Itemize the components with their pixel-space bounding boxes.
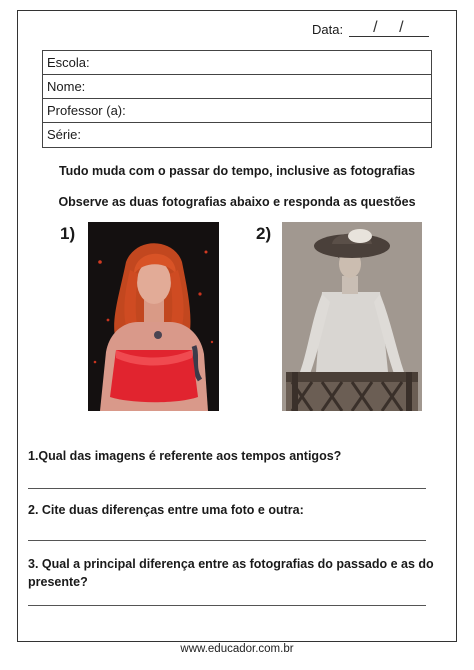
date-slash: / bbox=[373, 19, 378, 36]
school-label: Escola: bbox=[47, 55, 90, 70]
intro-heading: Tudo muda com o passar do tempo, inclusive as fotografias bbox=[58, 164, 416, 178]
question-1: 1.Qual das imagens é referente aos tempos antigos? bbox=[28, 449, 342, 463]
modern-woman-red-hair-photo bbox=[88, 222, 219, 411]
name-label: Nome: bbox=[47, 79, 86, 94]
teacher-label: Professor (a): bbox=[47, 103, 126, 118]
grade-label: Série: bbox=[47, 127, 81, 142]
teacher-field[interactable] bbox=[43, 99, 431, 123]
answer-line-2[interactable] bbox=[28, 540, 426, 541]
question-2: 2. Cite duas diferenças entre uma foto e outra: bbox=[28, 503, 304, 517]
answer-line-3[interactable] bbox=[28, 605, 426, 606]
school-field[interactable] bbox=[43, 51, 431, 75]
photo-2-number: 2) bbox=[256, 224, 272, 243]
question-3: 3. Qual a principal diferença entre as fotografias do passado e as do presente? bbox=[28, 557, 434, 589]
student-info-table bbox=[42, 50, 432, 148]
date-field bbox=[312, 20, 429, 37]
date-label: Data: bbox=[312, 22, 344, 37]
photo-1-number: 1) bbox=[60, 224, 76, 243]
date-input-line[interactable] bbox=[349, 20, 429, 37]
grade-field[interactable] bbox=[43, 123, 431, 147]
footer-url[interactable]: www.educador.com.br bbox=[180, 643, 294, 655]
date-slash: / bbox=[399, 19, 404, 36]
answer-line-1[interactable] bbox=[28, 488, 426, 489]
name-field[interactable] bbox=[43, 75, 431, 99]
vintage-woman-hat-photo bbox=[282, 222, 422, 411]
instruction-heading: Observe as duas fotografias abaixo e responda as questões bbox=[58, 195, 416, 209]
